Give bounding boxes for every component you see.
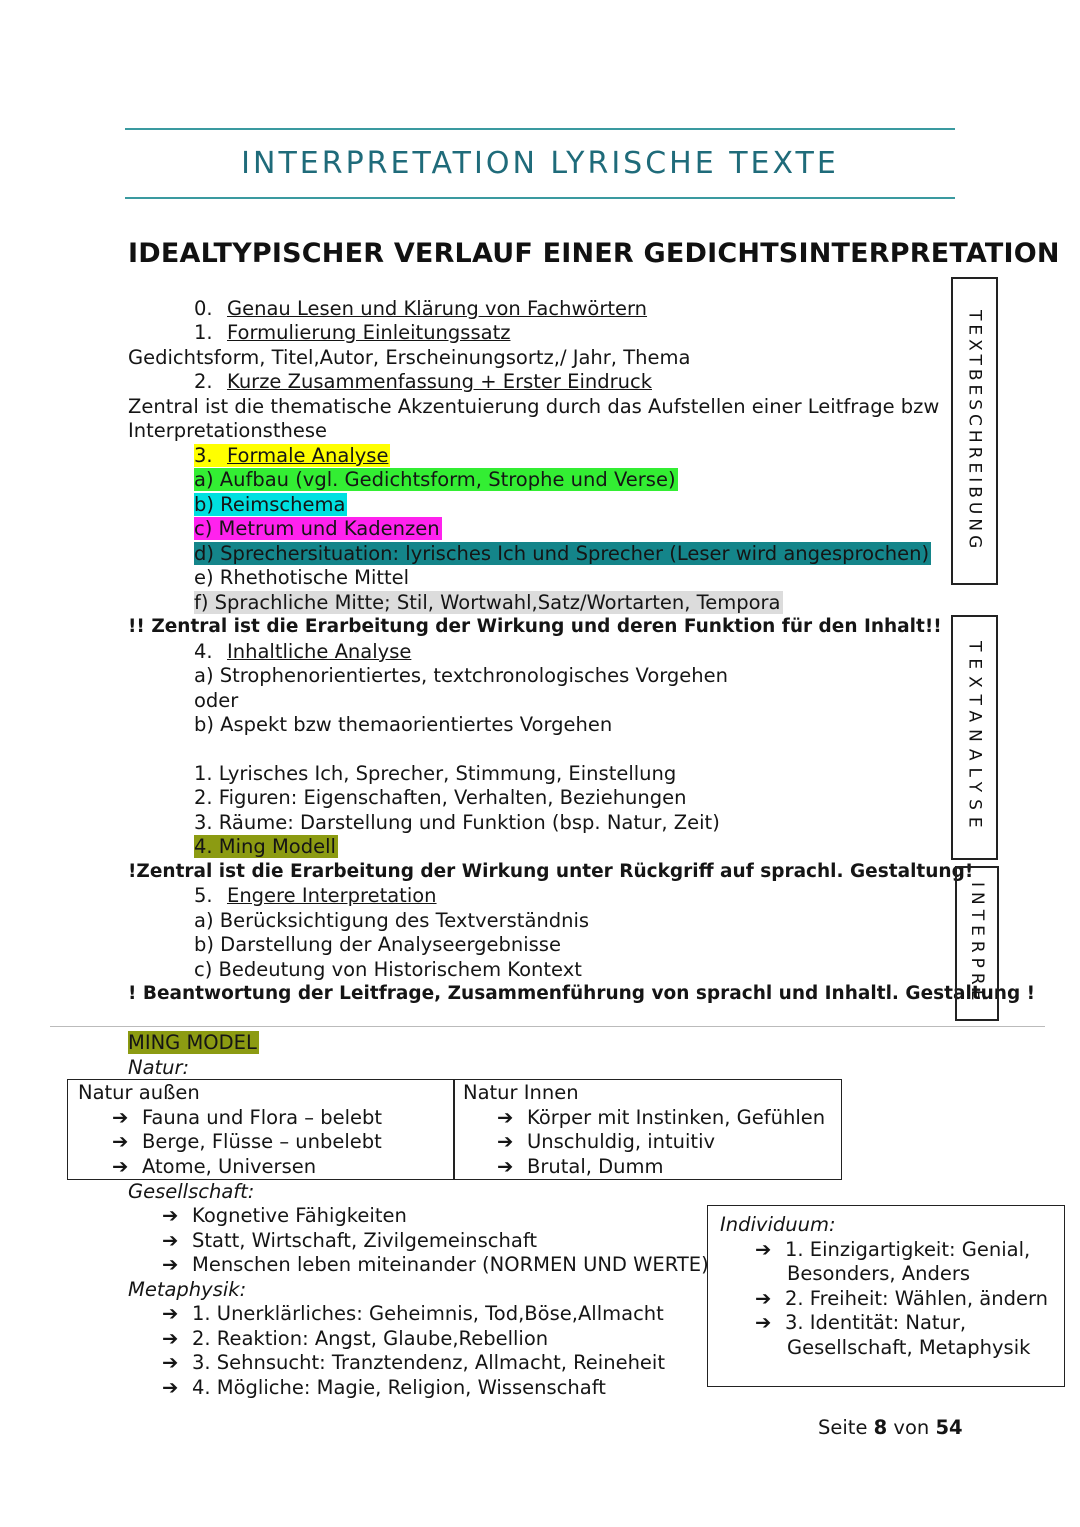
metaphysik-item: ➔ 3. Sehnsucht: Tranztendenz, Allmacht, Reineheit <box>162 1351 665 1374</box>
step-3f <box>194 591 783 616</box>
highlight-yellow <box>194 444 390 467</box>
step-2-description-line1: Zentral ist die thematische Akzentuierung durch das Aufstellen einer Leitfrage bzw <box>128 395 940 418</box>
arrow-icon: ➔ <box>755 1287 772 1310</box>
arrow-icon: ➔ <box>112 1130 129 1153</box>
arrow-icon: ➔ <box>162 1229 179 1252</box>
natur-aussen-item: ➔ Fauna und Flora – belebt <box>112 1106 383 1129</box>
step-4 <box>194 640 411 665</box>
individuum-item: ➔ 1. Einzigartigkeit: Genial, <box>755 1238 1031 1261</box>
step-label: Kurze Zusammenfassung + Erster Eindruck <box>227 370 652 393</box>
step-4-sub-4 <box>194 835 338 860</box>
arrow-icon: ➔ <box>112 1155 129 1178</box>
step-3b <box>194 493 347 518</box>
highlight-olive: MING MODEL <box>128 1031 257 1054</box>
arrow-icon: ➔ <box>162 1376 179 1399</box>
step-4-sub-3: 3. Räume: Darstellung und Funktion (bsp. Natur, Zeit) <box>194 811 720 834</box>
step-0 <box>194 297 647 322</box>
natur-innen-item: ➔ Unschuldig, intuitiv <box>497 1130 716 1153</box>
highlight-cyan: b) Reimschema <box>194 493 346 516</box>
step-label: Inhaltliche Analyse <box>227 640 412 663</box>
individuum-heading: Individuum: <box>720 1213 836 1236</box>
side-label-interpretation <box>955 866 999 1021</box>
highlight-teal: d) Sprechersituation: lyrisches Ich und Sprecher (Leser wird angesprochen) <box>194 542 930 565</box>
highlight-green: a) Aufbau (vgl. Gedichtsform, Strophe und Verse) <box>194 468 676 491</box>
gesellschaft-item: ➔ Kognetive Fähigkeiten <box>162 1204 407 1227</box>
individuum-item: ➔ 2. Freiheit: Wählen, ändern <box>755 1287 1049 1310</box>
step-3a <box>194 468 678 493</box>
step-label: Engere Interpretation <box>227 884 437 907</box>
step-2 <box>194 370 652 395</box>
section-heading: IDEALTYPISCHER VERLAUF EINER GEDICHTSINTERPRETATION <box>128 238 1060 269</box>
highlight-olive: 4. Ming Modell <box>194 835 336 858</box>
step-4-sub-2: 2. Figuren: Eigenschaften, Verhalten, Beziehungen <box>194 786 687 809</box>
gesellschaft-item: ➔ Statt, Wirtschaft, Zivilgemeinschaft <box>162 1229 538 1252</box>
note-leitfrage: ! Beantwortung der Leitfrage, Zusammenführung von sprachl und Inhaltl. Gestaltung ! <box>128 983 1036 1004</box>
current-page: 8 <box>873 1416 888 1439</box>
step-5c: c) Bedeutung von Historischem Kontext <box>194 958 582 981</box>
note-sprachliche-gestaltung: !Zentral ist die Erarbeitung der Wirkung unter Rückgriff auf sprachl. Gestaltung! <box>128 861 974 882</box>
metaphysik-heading: Metaphysik: <box>128 1278 247 1301</box>
metaphysik-item: ➔ 1. Unerklärliches: Geheimnis, Tod,Böse,Allmacht <box>162 1302 664 1325</box>
step-5a: a) Berücksichtigung des Textverständnis <box>194 909 590 932</box>
step-number: 3. <box>194 444 213 467</box>
section-divider <box>50 1026 1045 1027</box>
natur-innen-item: ➔ Körper mit Instinken, Gefühlen <box>497 1106 826 1129</box>
side-label-textanalyse <box>951 615 998 860</box>
page-number: Seite 8 von 54 <box>818 1416 963 1439</box>
arrow-icon: ➔ <box>755 1311 772 1334</box>
step-label: Formulierung Einleitungssatz <box>227 321 511 344</box>
step-1-description: Gedichtsform, Titel,Autor, Erscheinungsortz,/ Jahr, Thema <box>128 346 691 369</box>
arrow-icon: ➔ <box>497 1155 514 1178</box>
step-3d <box>194 542 931 567</box>
arrow-icon: ➔ <box>162 1327 179 1350</box>
arrow-icon: ➔ <box>112 1106 129 1129</box>
total-pages: 54 <box>935 1416 963 1439</box>
arrow-icon: ➔ <box>162 1351 179 1374</box>
step-4b: b) Aspekt bzw themaorientiertes Vorgehen <box>194 713 613 736</box>
step-label: Formale Analyse <box>227 444 389 467</box>
side-label-text: INTERPRE <box>967 881 987 1006</box>
highlight-gray: f) Sprachliche Mitte; Stil, Wortwahl,Satz/Wortarten, Tempora <box>194 591 781 614</box>
side-label-textbeschreibung <box>951 277 998 585</box>
arrow-icon: ➔ <box>162 1204 179 1227</box>
natur-innen-item: ➔ Brutal, Dumm <box>497 1155 664 1178</box>
step-number: 0. <box>194 297 213 320</box>
side-label-text: TEXTANALYSE <box>964 640 985 835</box>
individuum-item-continued: Gesellschaft, Metaphysik <box>787 1336 1031 1359</box>
step-number: 2. <box>194 370 213 393</box>
step-5b: b) Darstellung der Analyseergebnisse <box>194 933 561 956</box>
natur-aussen-item: ➔ Berge, Flüsse – unbelebt <box>112 1130 382 1153</box>
natur-aussen-heading: Natur außen <box>78 1081 200 1104</box>
individuum-item-continued: Besonders, Anders <box>787 1262 971 1285</box>
page-title: INTERPRETATION LYRISCHE TEXTE <box>241 146 839 181</box>
step-2-description-line2: Interpretationsthese <box>128 419 327 442</box>
natur-innen-heading: Natur Innen <box>463 1081 579 1104</box>
metaphysik-item: ➔ 2. Reaktion: Angst, Glaube,Rebellion <box>162 1327 549 1350</box>
metaphysik-item: ➔ 4. Mögliche: Magie, Religion, Wissenschaft <box>162 1376 606 1399</box>
natur-aussen-item: ➔ Atome, Universen <box>112 1155 317 1178</box>
step-5 <box>194 884 437 909</box>
title-bottom-rule <box>125 197 955 199</box>
arrow-icon: ➔ <box>162 1253 179 1276</box>
side-label-text: TEXTBESCHREIBUNG <box>964 309 985 553</box>
individuum-item: ➔ 3. Identität: Natur, <box>755 1311 967 1334</box>
step-4-sub-1: 1. Lyrisches Ich, Sprecher, Stimmung, Einstellung <box>194 762 677 785</box>
gesellschaft-heading: Gesellschaft: <box>128 1180 255 1203</box>
step-number: 4. <box>194 640 213 663</box>
step-4-oder: oder <box>194 689 239 712</box>
step-1 <box>194 321 510 346</box>
table-divider <box>453 1080 455 1179</box>
top-rule <box>125 128 955 130</box>
ming-model-title <box>128 1031 259 1056</box>
note-wirkung-funktion: !! Zentral ist die Erarbeitung der Wirkung und deren Funktion für den Inhalt!! <box>128 616 942 637</box>
step-4a: a) Strophenorientiertes, textchronologisches Vorgehen <box>194 664 729 687</box>
highlight-magenta: c) Metrum und Kadenzen <box>194 517 440 540</box>
step-3 <box>194 444 390 469</box>
arrow-icon: ➔ <box>755 1238 772 1261</box>
step-number: 5. <box>194 884 213 907</box>
step-3c <box>194 517 442 542</box>
step-label: Genau Lesen und Klärung von Fachwörtern <box>227 297 648 320</box>
arrow-icon: ➔ <box>162 1302 179 1325</box>
arrow-icon: ➔ <box>497 1106 514 1129</box>
arrow-icon: ➔ <box>497 1130 514 1153</box>
step-number: 1. <box>194 321 213 344</box>
step-3e: e) Rhethotische Mittel <box>194 566 410 589</box>
natur-heading: Natur: <box>128 1056 190 1079</box>
gesellschaft-item: ➔ Menschen leben miteinander (NORMEN UND WERTE) <box>162 1253 709 1276</box>
